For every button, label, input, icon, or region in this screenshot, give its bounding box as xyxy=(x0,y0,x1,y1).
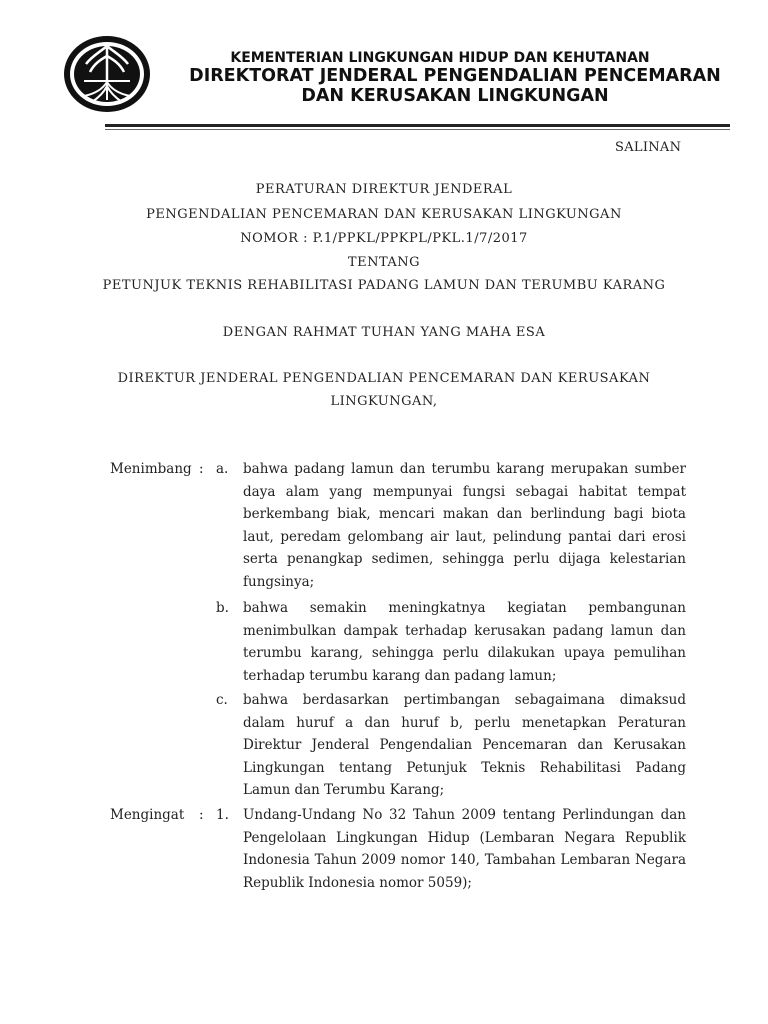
directorate-name-line1: DIREKTORAT JENDERAL PENGENDALIAN PENCEMARAN xyxy=(189,66,721,86)
regulation-number: NOMOR : P.1/PPKL/PPKPL/PKL.1/7/2017 xyxy=(240,231,528,246)
mengingat-label: Mengingat xyxy=(110,807,185,823)
letterhead-rule-thin xyxy=(105,129,730,130)
tentang-label: TENTANG xyxy=(347,255,421,270)
menimbang-label: Menimbang xyxy=(110,461,192,477)
menimbang-colon: : xyxy=(199,461,204,477)
regulation-subject: PETUNJUK TEKNIS REHABILITASI PADANG LAMUN DAN TERUMBU KARANG xyxy=(102,278,666,293)
letterhead-rule xyxy=(105,124,730,127)
regulation-title: PERATURAN DIREKTUR JENDERAL xyxy=(255,182,513,197)
rahmat-line: DENGAN RAHMAT TUHAN YANG MAHA ESA xyxy=(222,325,546,340)
menimbang-item-a: bahwa padang lamun dan terumbu karang merupakan sumber daya alam yang mempunyai fungsi sebagai habitat tempat berkembang biak, mencari makan dan berlindung bagi biota laut, peredam gelombang air laut, pelindung pantai dari erosi serta penangkap sedimen, sehingga perlu dijaga kelestarian fungsinya; xyxy=(243,461,686,590)
regulation-title-line2: PENGENDALIAN PENCEMARAN DAN KERUSAKAN LINGKUNGAN xyxy=(146,207,622,222)
ministry-name: KEMENTERIAN LINGKUNGAN HIDUP DAN KEHUTANAN xyxy=(230,50,650,66)
menimbang-marker-c: c. xyxy=(216,692,228,708)
salinan-label: SALINAN xyxy=(615,140,682,155)
menimbang-item-c: bahwa berdasarkan pertimbangan sebagaimana dimaksud dalam huruf a dan huruf b, perlu menetapkan Peraturan Direktur Jenderal Pengendalian Pencemaran dan Kerusakan Lingkungan tentang Petunjuk Teknis Rehabilitasi Padang Lamun dan Terumbu Karang; xyxy=(243,692,686,799)
mengingat-marker-1: 1. xyxy=(216,807,229,823)
director-line2: LINGKUNGAN, xyxy=(330,394,438,409)
director-line1: DIREKTUR JENDERAL PENGENDALIAN PENCEMARAN DAN KERUSAKAN xyxy=(117,371,651,386)
menimbang-marker-b: b. xyxy=(216,600,229,616)
mengingat-colon: : xyxy=(199,807,204,823)
tree-emblem-icon xyxy=(62,34,152,114)
menimbang-marker-a: a. xyxy=(216,461,229,477)
menimbang-item-b: bahwa semakin meningkatnya kegiatan pembangunan menimbulkan dampak terhadap kerusakan padang lamun dan terumbu karang, sehingga perlu dilakukan upaya pemulihan terhadap terumbu karang dan padang lamun; xyxy=(243,600,686,684)
directorate-name-line2: DAN KERUSAKAN LINGKUNGAN xyxy=(301,86,609,106)
mengingat-item-1: Undang-Undang No 32 Tahun 2009 tentang Perlindungan dan Pengelolaan Lingkungan Hidup (Lembaran Negara Republik Indonesia Tahun 2009 nomor 140, Tambahan Lembaran Negara Republik Indonesia nomor 5059); xyxy=(243,807,686,891)
